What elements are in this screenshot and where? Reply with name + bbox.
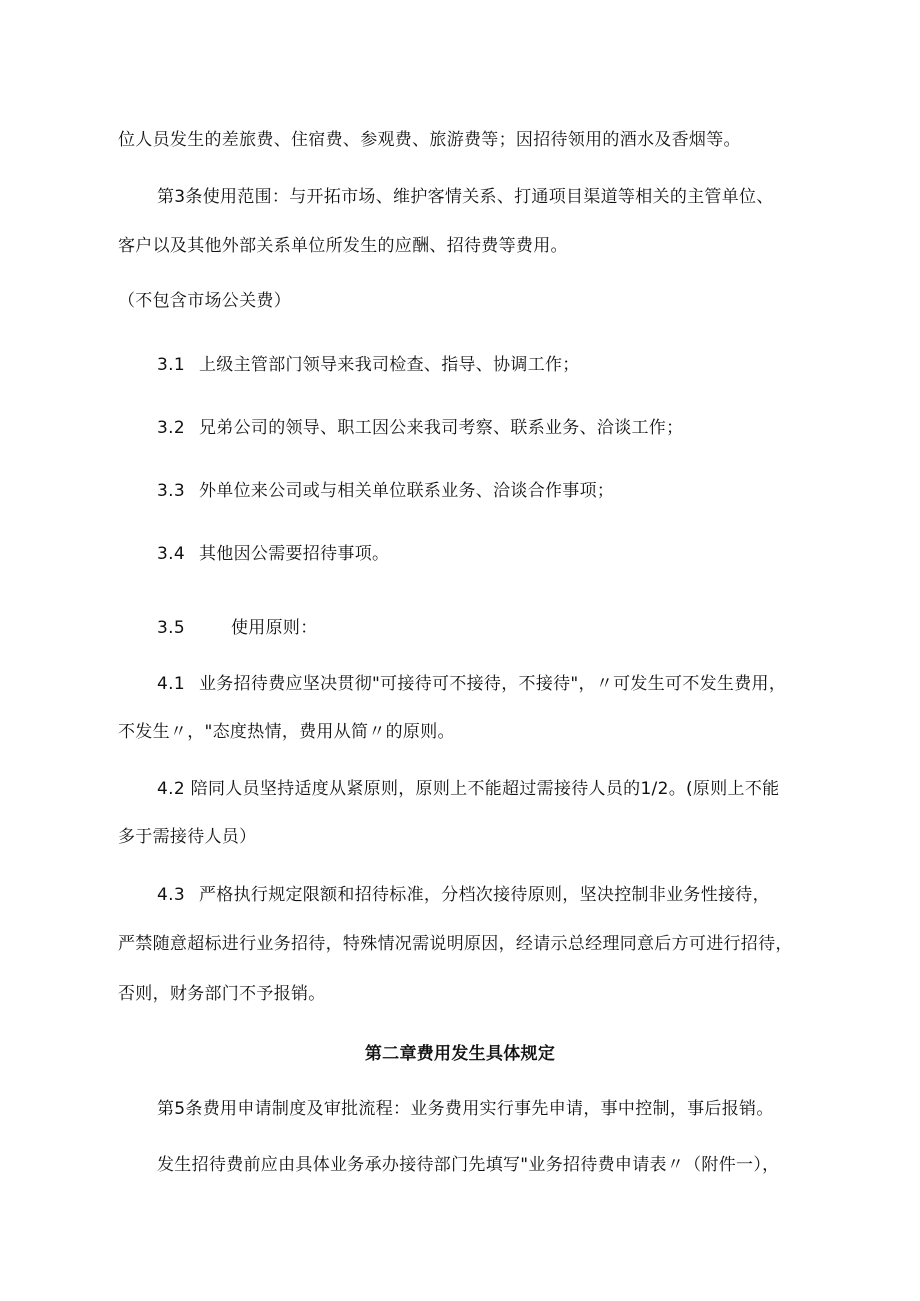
item-text: 严格执行规定限额和招待标准，分档次接待原则，坚决控制非业务性接待， xyxy=(199,885,770,905)
item-4-2-line-1: 4.2 陪同人员坚持适度从紧原则，原则上不能超过需接待人员的1/2。(原则上不能 xyxy=(157,779,780,799)
item-4-1-line-2: 不发生〃，"态度热情，费用从简〃的原则。 xyxy=(118,722,455,742)
article-5-line-1: 第5条费用申请制度及审批流程：业务费用实行事先申请，事中控制，事后报销。 xyxy=(157,1099,774,1119)
article-3-line-2: 客户以及其他外部关系单位所发生的应酬、招待费等费用。 xyxy=(118,236,568,256)
item-4-3-line-3: 否则，财务部门不予报销。 xyxy=(118,984,326,1004)
item-4-3-line-1 xyxy=(157,883,770,907)
scope-note: （不包含市场公关费） xyxy=(118,291,291,311)
item-number: 4.3 xyxy=(157,885,185,905)
item-3-5 xyxy=(157,616,318,640)
item-4-3-line-2: 严禁随意超标进行业务招待，特殊情况需说明原因，经请示总经理同意后方可进行招待， xyxy=(118,934,793,954)
item-3-1 xyxy=(157,353,580,377)
item-number: 3.2 xyxy=(157,418,185,438)
item-text: 其他因公需要招待事项。 xyxy=(199,544,390,564)
item-3-2 xyxy=(157,416,683,440)
item-number: 3.1 xyxy=(157,355,185,375)
item-number: 3.5 xyxy=(157,618,185,638)
item-number: 3.3 xyxy=(157,481,185,501)
item-text: 外单位来公司或与相关单位联系业务、洽谈合作事项； xyxy=(199,481,615,501)
item-number: 4.1 xyxy=(157,674,185,694)
item-3-3 xyxy=(157,479,614,503)
item-text: 兄弟公司的领导、职工因公来我司考察、联系业务、洽谈工作； xyxy=(199,418,684,438)
item-text: 使用原则： xyxy=(231,618,318,638)
item-text: 业务招待费应坚决贯彻"可接待可不接待，不接待"，〃可发生可不发生费用， xyxy=(199,674,787,694)
item-text: 上级主管部门领导来我司检查、指导、协调工作； xyxy=(199,355,580,375)
item-number: 3.4 xyxy=(157,544,185,564)
item-4-2-line-2: 多于需接待人员） xyxy=(118,827,257,847)
article-3-line-1: 第3条使用范围：与开拓市场、维护客情关系、打通项目渠道等相关的主管单位、 xyxy=(157,187,774,207)
chapter-title: 第二章费用发生具体规定 xyxy=(364,1044,556,1064)
paragraph-line-1: 位人员发生的差旅费、住宿费、参观费、旅游费等；因招待领用的酒水及香烟等。 xyxy=(118,130,741,150)
item-3-4 xyxy=(157,542,389,566)
item-4-1-line-1 xyxy=(157,672,786,696)
article-5-line-2: 发生招待费前应由具体业务承办接待部门先填写"业务招待费申请表〃（附件一）， xyxy=(157,1155,780,1175)
